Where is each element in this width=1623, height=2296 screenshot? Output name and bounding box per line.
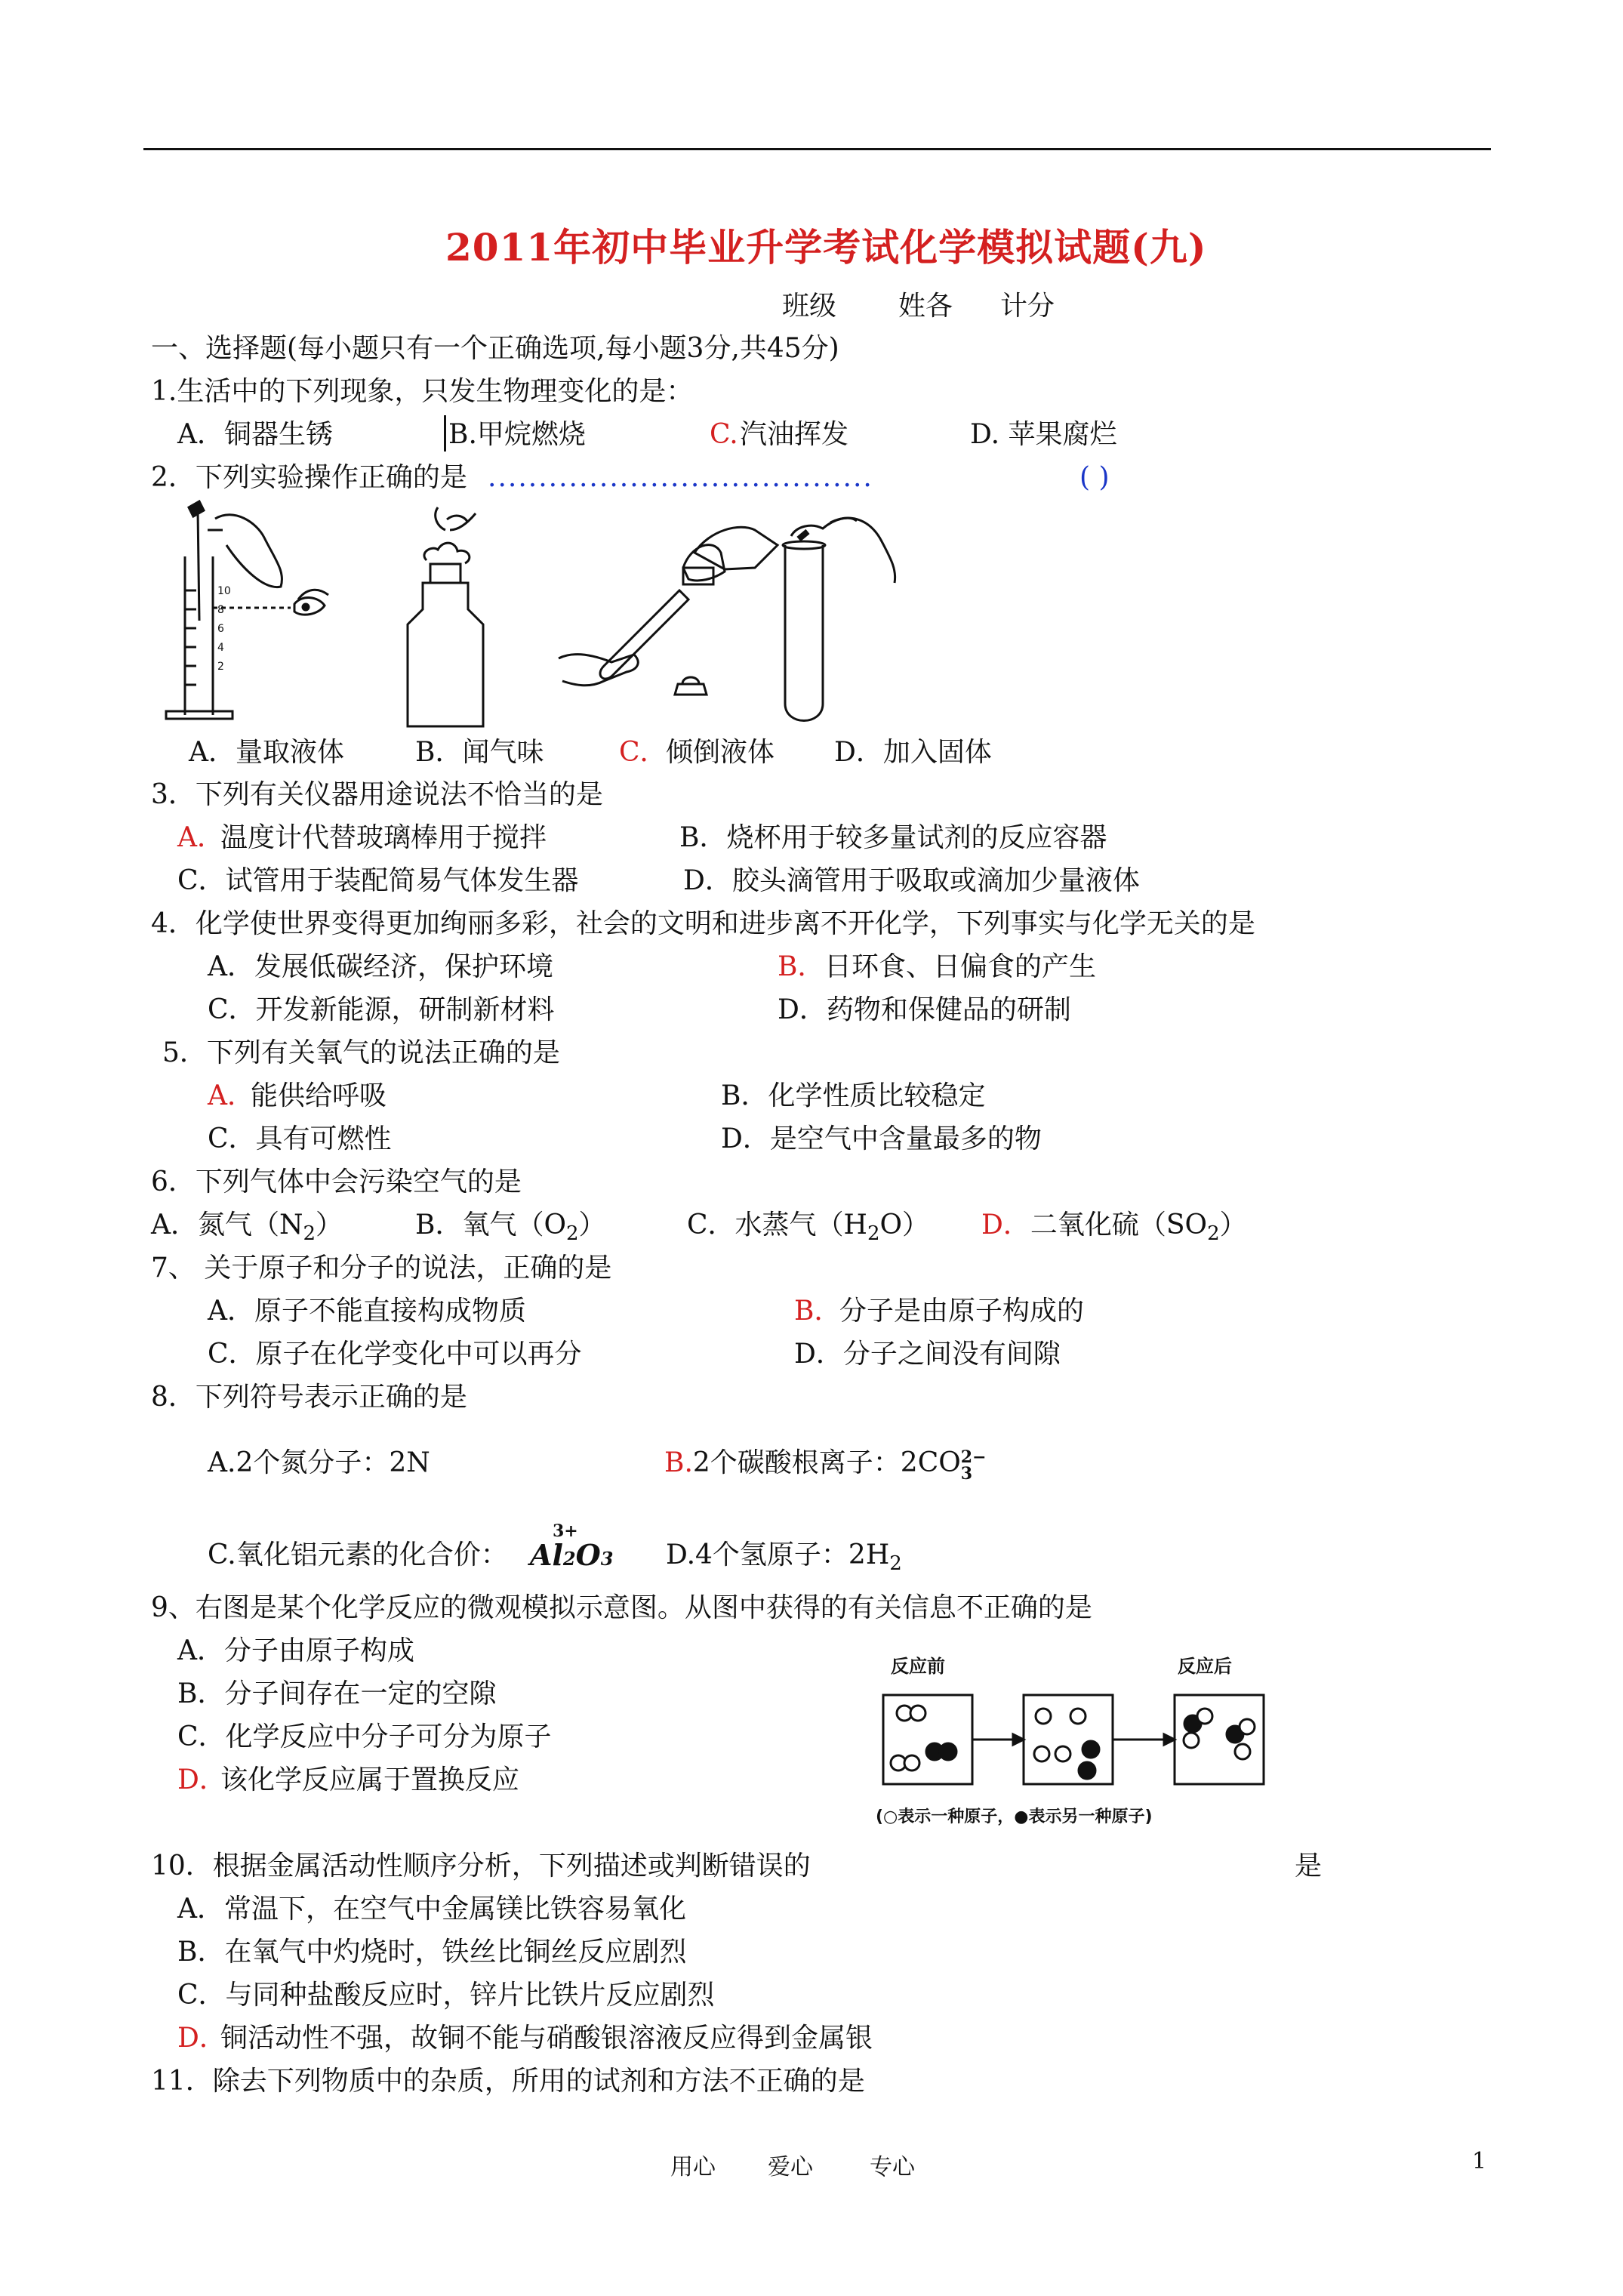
field-score: 计分: [1000, 291, 1055, 322]
q8-option-a: A.2个氮分子：2N: [208, 1447, 430, 1478]
graduated-cylinder-figure: [166, 501, 328, 719]
q1-option-b: B.甲烷燃烧: [448, 419, 586, 450]
middle-box: [1024, 1695, 1113, 1784]
adding-solid-figure: [783, 518, 895, 720]
q1-option-c: 汽油挥发: [740, 419, 849, 450]
q3-option-a: 温度计代替玻璃棒用于搅拌: [220, 822, 547, 853]
q10-stem-end: 是: [1295, 1851, 1323, 1881]
q6-option-c: C．水蒸气$(H_2O)$: [687, 1210, 930, 1245]
q2-option-c: 倾倒液体: [666, 737, 775, 768]
q8-option-b: B.2个碳酸根离子：2CO 2− 3: [664, 1447, 987, 1484]
q4-option-d: D．药物和保健品的研制: [778, 994, 1071, 1025]
footer-slogan-3: 专心: [870, 2154, 915, 2180]
reagent-bottle-figure: [408, 507, 483, 726]
q7-stem: 7、 关于原子和分子的说法，正确的是: [151, 1253, 612, 1284]
q2-illustration: [151, 500, 1095, 730]
q5-option-c: C．具有可燃性: [208, 1123, 392, 1154]
q9-option-b: B．分子间存在一定的空隙: [177, 1678, 497, 1709]
q2-dots: ......................................: [488, 462, 873, 493]
q9-option-a: A．分子由原子构成: [177, 1635, 414, 1666]
q4-stem: 4．化学使世界变得更加绚丽多彩，社会的文明和进步离不开化学，下列事实与化学无关的是: [151, 908, 1255, 939]
q5-option-b: B．化学性质比较稳定: [721, 1080, 986, 1111]
q5-option-a-letter: A．: [208, 1080, 254, 1111]
svg-text:6: 6: [217, 623, 224, 635]
reaction-diagram: [876, 1650, 1283, 1838]
q9-option-d: 该化学反应属于置换反应: [220, 1764, 520, 1795]
q5-option-a: 能供给呼吸: [251, 1080, 387, 1111]
q7-option-b: 分子是由原子构成的: [839, 1296, 1085, 1327]
q3-option-b: B．烧杯用于较多量试剂的反应容器: [679, 822, 1107, 853]
q1-stem: 1.生活中的下列现象，只发生物理变化的是：: [151, 376, 694, 407]
q8-option-d: D.4个氢原子：$2H_2$: [666, 1539, 902, 1575]
q8-option-c: C.氧化铝元素的化合价：: [208, 1539, 508, 1570]
q6-option-d: D．二氧化硫$(SO_2)$: [981, 1210, 1247, 1245]
q8-aluminum-oxide-formula: 3+ Al2O3: [530, 1521, 614, 1572]
q11-stem: 11．除去下列物质中的杂质，所用的试剂和方法不正确的是: [151, 2066, 865, 2097]
footer-slogan-1: 用心: [670, 2154, 716, 2180]
q1-option-d: D. 苹果腐烂: [970, 419, 1117, 450]
q7-option-d: D．分子之间没有间隙: [794, 1339, 1061, 1370]
q9-stem: 9、右图是某个化学反应的微观模拟示意图。从图中获得的有关信息不正确的是: [151, 1592, 1092, 1623]
q10-option-a: A．常温下，在空气中金属镁比铁容易氧化: [177, 1894, 686, 1925]
q10-option-b: B．在氧气中灼烧时，铁丝比铜丝反应剧烈: [177, 1937, 687, 1968]
q10-option-d: 铜活动性不强，故铜不能与硝酸银溶液反应得到金属银: [220, 2023, 873, 2054]
q7-option-a: A．原子不能直接构成物质: [208, 1296, 526, 1327]
q6-option-b: B．氧气$(O_2)$: [415, 1210, 606, 1245]
q9-option-d-letter: D．: [177, 1764, 226, 1795]
footer-slogan-2: 爱心: [768, 2154, 813, 2180]
q9-option-c: C．化学反应中分子可分为原子: [177, 1721, 552, 1752]
field-name: 姓各: [898, 291, 953, 322]
section-heading: 一、选择题(每小题只有一个正确选项,每小题3分,共45分): [151, 333, 839, 364]
q3-option-a-letter: A．: [177, 822, 224, 853]
q4-option-b: 日环食、日偏食的产生: [824, 951, 1097, 982]
text-cursor: [444, 415, 446, 451]
q4-option-c: C．开发新能源，研制新材料: [208, 994, 555, 1025]
after-label: 反应后: [1178, 1656, 1232, 1677]
q2-option-a: A．量取液体: [189, 737, 344, 768]
page-number: 1: [1472, 2148, 1487, 2174]
q10-option-c: C．与同种盐酸反应时，锌片比铁片反应剧烈: [177, 1980, 715, 2011]
q6-option-a: A．氮气$(N_2)$: [151, 1210, 343, 1245]
q2-option-c-letter: C．: [619, 737, 667, 768]
q10-stem: 10．根据金属活动性顺序分析，下列描述或判断错误的: [151, 1851, 811, 1881]
pouring-liquid-figure: [559, 527, 778, 695]
before-label: 反应前: [891, 1656, 945, 1677]
header-rule: [143, 148, 1491, 150]
q5-stem: 5．下列有关氧气的说法正确的是: [162, 1037, 560, 1068]
svg-text:8: 8: [217, 604, 224, 616]
q4-option-b-letter: B．: [778, 951, 825, 982]
q8-stem: 8．下列符号表示正确的是: [151, 1382, 467, 1413]
q3-stem: 3．下列有关仪器用途说法不恰当的是: [151, 779, 603, 810]
svg-text:10: 10: [217, 585, 231, 597]
q1-option-a: A．铜器生锈: [177, 419, 333, 450]
q7-option-c: C．原子在化学变化中可以再分: [208, 1339, 582, 1370]
q2-answer-paren: ( ): [1079, 462, 1110, 493]
q5-option-d: D．是空气中含量最多的物: [721, 1123, 1042, 1154]
q7-option-b-letter: B．: [794, 1296, 842, 1327]
diagram-caption: (○表示一种原子，●表示另一种原子): [876, 1808, 1153, 1826]
q2-option-d: D．加入固体: [834, 737, 992, 768]
q2-stem: 2．下列实验操作正确的是: [151, 462, 467, 493]
q3-option-c: C．试管用于装配简易气体发生器: [177, 865, 579, 896]
q4-option-a: A．发展低碳经济，保护环境: [208, 951, 553, 982]
q2-option-b: B．闻气味: [415, 737, 544, 768]
page-title: 2011年初中毕业升学考试化学模拟试题(九): [445, 225, 1207, 270]
q10-option-d-letter: D．: [177, 2023, 226, 2054]
field-class: 班级: [782, 291, 837, 322]
svg-text:2: 2: [217, 661, 224, 673]
q1-option-c-letter: C.: [710, 419, 738, 450]
q6-stem: 6．下列气体中会污染空气的是: [151, 1166, 522, 1197]
q3-option-d: D．胶头滴管用于吸取或滴加少量液体: [683, 865, 1140, 896]
svg-text:4: 4: [217, 642, 224, 654]
